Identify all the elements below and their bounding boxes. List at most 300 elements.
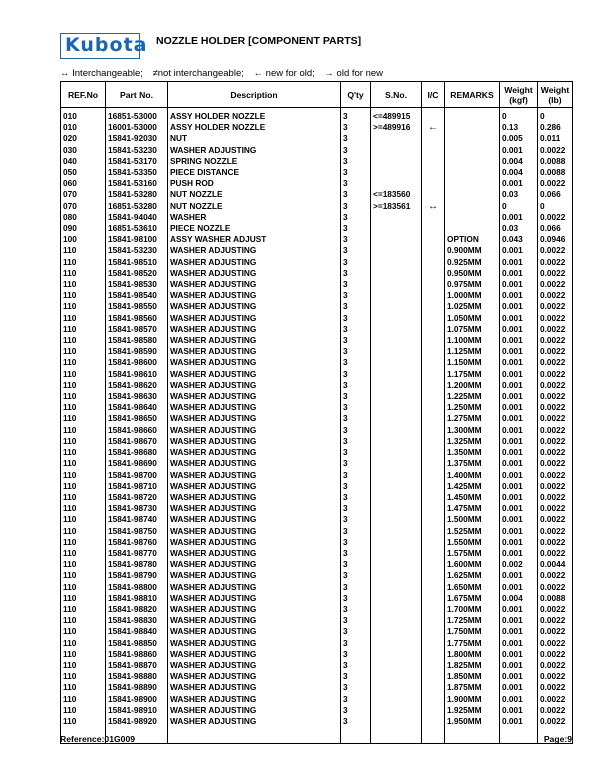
cell-qty: 3 [341,145,371,156]
cell-ref-no: 110 [61,357,106,368]
cell-qty: 3 [341,526,371,537]
table-row [61,156,573,167]
cell-serial-no [371,638,422,649]
cell-serial-no [371,626,422,637]
cell-ref-no: 110 [61,402,106,413]
cell-part-no: 15841-98860 [106,649,168,660]
cell-ic [422,526,445,537]
cell-weight-lb: 0.0044 [538,559,573,570]
col-qty: Q'ty [341,82,371,108]
table-row [61,436,573,447]
cell-qty: 3 [341,380,371,391]
table-row [61,257,573,268]
cell-qty: 3 [341,447,371,458]
cell-qty: 3 [341,234,371,245]
cell-serial-no [371,178,422,189]
cell-weight-lb: 0.0022 [538,447,573,458]
cell-remarks [445,145,500,156]
cell-ref-no: 110 [61,335,106,346]
col-description: Description [168,82,341,108]
cell-qty: 3 [341,201,371,212]
cell-part-no: 16851-53280 [106,201,168,212]
cell-part-no: 15841-53170 [106,156,168,167]
table-row [61,514,573,525]
cell-serial-no: >=489916 [371,122,422,133]
cell-weight-lb: 0.0022 [538,660,573,671]
cell-remarks [445,167,500,178]
table-row [61,615,573,626]
cell-weight-lb: 0.0022 [538,470,573,481]
cell-description: WASHER ADJUSTING [168,593,341,604]
cell-description: WASHER ADJUSTING [168,447,341,458]
cell-serial-no [371,559,422,570]
cell-ic [422,380,445,391]
col-ic: I/C [422,82,445,108]
cell-part-no: 15841-98610 [106,369,168,380]
cell-part-no: 15841-98570 [106,324,168,335]
cell-weight-kgf: 0.001 [500,458,538,469]
cell-part-no: 15841-98540 [106,290,168,301]
cell-ic [422,716,445,727]
cell-remarks: 1.350MM [445,447,500,458]
table-row [61,133,573,144]
table-row [61,380,573,391]
cell-qty: 3 [341,694,371,705]
cell-remarks [445,122,500,133]
cell-description: WASHER ADJUSTING [168,413,341,424]
cell-ic [422,705,445,716]
cell-remarks: 1.425MM [445,481,500,492]
cell-serial-no [371,268,422,279]
table-row [61,245,573,256]
cell-weight-kgf: 0.001 [500,391,538,402]
cell-description: WASHER ADJUSTING [168,470,341,481]
table-row [61,201,573,212]
cell-description: NUT [168,133,341,144]
cell-remarks: 1.800MM [445,649,500,660]
cell-ref-no: 110 [61,492,106,503]
cell-remarks: 0.925MM [445,257,500,268]
cell-qty: 3 [341,559,371,570]
cell-weight-lb: 0.0022 [538,245,573,256]
cell-part-no: 15841-98520 [106,268,168,279]
cell-description: WASHER ADJUSTING [168,705,341,716]
cell-serial-no [371,682,422,693]
cell-weight-kgf: 0.001 [500,290,538,301]
cell-remarks: 0.900MM [445,245,500,256]
cell-ic [422,212,445,223]
cell-serial-no [371,413,422,424]
cell-part-no: 15841-98620 [106,380,168,391]
cell-ic [422,570,445,581]
cell-qty: 3 [341,481,371,492]
cell-qty: 3 [341,716,371,727]
cell-serial-no [371,548,422,559]
cell-part-no: 16851-53610 [106,223,168,234]
cell-weight-kgf: 0.001 [500,694,538,705]
cell-weight-lb: 0.0022 [538,615,573,626]
cell-part-no: 15841-98590 [106,346,168,357]
cell-remarks: 1.275MM [445,413,500,424]
cell-ic [422,470,445,481]
table-row [61,458,573,469]
cell-qty: 3 [341,122,371,133]
cell-ic [422,335,445,346]
cell-weight-lb: 0.0022 [538,425,573,436]
cell-ref-no: 110 [61,716,106,727]
cell-ic [422,245,445,256]
cell-qty: 3 [341,649,371,660]
page-number: Page:9 [543,734,572,744]
cell-qty: 3 [341,324,371,335]
cell-remarks: 1.150MM [445,357,500,368]
cell-ref-no: 110 [61,391,106,402]
cell-remarks: 1.625MM [445,570,500,581]
cell-ref-no: 070 [61,201,106,212]
cell-ref-no: 110 [61,425,106,436]
cell-description: PUSH ROD [168,178,341,189]
cell-ic [422,458,445,469]
cell-serial-no [371,324,422,335]
cell-remarks: 1.375MM [445,458,500,469]
cell-description: SPRING NOZZLE [168,156,341,167]
cell-weight-kgf: 0.001 [500,346,538,357]
cell-ref-no: 110 [61,458,106,469]
cell-part-no: 15841-98690 [106,458,168,469]
cell-description: WASHER ADJUSTING [168,615,341,626]
table-row [61,638,573,649]
cell-ic [422,447,445,458]
cell-serial-no [371,458,422,469]
cell-part-no: 15841-92030 [106,133,168,144]
table-row [61,570,573,581]
cell-description: WASHER ADJUSTING [168,346,341,357]
cell-part-no: 15841-98720 [106,492,168,503]
table-row [61,548,573,559]
cell-serial-no [371,369,422,380]
cell-ref-no: 110 [61,268,106,279]
cell-weight-kgf: 0.001 [500,357,538,368]
table-spacer-row [61,727,573,744]
cell-weight-lb: 0.0022 [538,716,573,727]
cell-serial-no [371,649,422,660]
table-row [61,481,573,492]
cell-part-no: 15841-53230 [106,245,168,256]
cell-remarks: 1.200MM [445,380,500,391]
cell-remarks: 1.675MM [445,593,500,604]
cell-description: WASHER ADJUSTING [168,694,341,705]
cell-serial-no [371,447,422,458]
cell-serial-no [371,436,422,447]
cell-serial-no [371,492,422,503]
cell-description: WASHER ADJUSTING [168,582,341,593]
cell-ic [422,626,445,637]
table-row [61,346,573,357]
cell-qty: 3 [341,626,371,637]
cell-part-no: 16001-53000 [106,122,168,133]
table-row [61,470,573,481]
cell-weight-lb: 0.0022 [538,212,573,223]
cell-part-no: 15841-98740 [106,514,168,525]
cell-weight-lb: 0.0022 [538,638,573,649]
table-row [61,649,573,660]
cell-weight-kgf: 0.001 [500,257,538,268]
table-row [61,234,573,245]
cell-ref-no: 110 [61,470,106,481]
cell-description: WASHER ADJUSTING [168,559,341,570]
cell-description: WASHER ADJUSTING [168,481,341,492]
cell-ic [422,290,445,301]
cell-ic [422,257,445,268]
table-row [61,402,573,413]
cell-remarks: 1.025MM [445,301,500,312]
cell-weight-kgf: 0.001 [500,145,538,156]
cell-ref-no: 110 [61,380,106,391]
cell-description: WASHER ADJUSTING [168,357,341,368]
cell-serial-no [371,570,422,581]
spacer-cell [445,727,500,744]
cell-ref-no: 110 [61,369,106,380]
cell-ic: ↔ [422,201,445,212]
cell-remarks: 1.600MM [445,559,500,570]
cell-serial-no [371,671,422,682]
cell-part-no: 15841-98900 [106,694,168,705]
cell-remarks: 1.700MM [445,604,500,615]
cell-qty: 3 [341,346,371,357]
cell-ref-no: 070 [61,189,106,200]
table-row [61,290,573,301]
cell-ic [422,481,445,492]
cell-description: WASHER ADJUSTING [168,245,341,256]
cell-description: WASHER ADJUSTING [168,671,341,682]
cell-qty: 3 [341,178,371,189]
cell-description: NUT NOZZLE [168,189,341,200]
cell-serial-no [371,257,422,268]
cell-description: NUT NOZZLE [168,201,341,212]
cell-weight-lb: 0.0022 [538,324,573,335]
cell-qty: 3 [341,290,371,301]
cell-weight-lb: 0.0022 [538,671,573,682]
cell-weight-lb: 0.0022 [538,514,573,525]
cell-qty: 3 [341,189,371,200]
cell-weight-lb: 0.0022 [538,402,573,413]
cell-ic [422,682,445,693]
cell-qty: 3 [341,167,371,178]
cell-ic [422,436,445,447]
cell-ref-no: 110 [61,481,106,492]
cell-part-no: 15841-98530 [106,279,168,290]
cell-part-no: 15841-98640 [106,402,168,413]
cell-weight-kgf: 0.001 [500,660,538,671]
col-serial-no: S.No. [371,82,422,108]
cell-part-no: 15841-98890 [106,682,168,693]
cell-remarks [445,223,500,234]
table-row [61,212,573,223]
cell-ref-no: 110 [61,447,106,458]
cell-weight-kgf: 0.001 [500,447,538,458]
cell-ic: ← [422,122,445,133]
cell-ref-no: 110 [61,638,106,649]
table-row [61,391,573,402]
cell-ref-no: 110 [61,346,106,357]
cell-serial-no [371,245,422,256]
cell-weight-lb: 0.0022 [538,413,573,424]
table-row [61,413,573,424]
cell-remarks [445,178,500,189]
cell-remarks: 1.725MM [445,615,500,626]
cell-qty: 3 [341,548,371,559]
cell-remarks [445,201,500,212]
cell-description: WASHER ADJUSTING [168,436,341,447]
cell-serial-no: >=183561 [371,201,422,212]
cell-ic [422,324,445,335]
cell-weight-lb: 0.0022 [538,369,573,380]
cell-ref-no: 110 [61,245,106,256]
cell-ic [422,301,445,312]
cell-description: ASSY HOLDER NOZZLE [168,122,341,133]
cell-weight-kgf: 0.001 [500,649,538,660]
cell-weight-lb: 0.0022 [538,335,573,346]
spacer-cell [422,727,445,744]
cell-weight-lb: 0.0022 [538,582,573,593]
cell-description: WASHER ADJUSTING [168,335,341,346]
cell-description: WASHER ADJUSTING [168,503,341,514]
cell-serial-no [371,604,422,615]
cell-description: WASHER ADJUSTING [168,570,341,581]
cell-part-no: 15841-53160 [106,178,168,189]
cell-ref-no: 100 [61,234,106,245]
cell-part-no: 15841-98870 [106,660,168,671]
cell-serial-no [371,301,422,312]
cell-ref-no: 110 [61,503,106,514]
cell-part-no: 15841-98510 [106,257,168,268]
page-header [60,30,540,60]
cell-description: WASHER ADJUSTING [168,682,341,693]
cell-qty: 3 [341,108,371,123]
legend-not-interchangeable: ≠not interchangeable; [152,68,244,79]
col-remarks: REMARKS [445,82,500,108]
cell-description: WASHER ADJUSTING [168,391,341,402]
cell-weight-kgf: 0.001 [500,626,538,637]
cell-description: WASHER ADJUSTING [168,313,341,324]
cell-serial-no [371,167,422,178]
cell-ic [422,167,445,178]
table-row [61,503,573,514]
cell-serial-no [371,582,422,593]
cell-ic [422,548,445,559]
cell-part-no: 15841-98830 [106,615,168,626]
cell-ic [422,649,445,660]
cell-serial-no [371,694,422,705]
cell-ref-no: 110 [61,626,106,637]
cell-qty: 3 [341,156,371,167]
cell-remarks: 1.950MM [445,716,500,727]
cell-weight-lb: 0.0022 [538,649,573,660]
cell-ref-no: 110 [61,537,106,548]
cell-remarks [445,133,500,144]
cell-serial-no [371,279,422,290]
cell-weight-kgf: 0.001 [500,402,538,413]
cell-weight-lb: 0 [538,108,573,123]
cell-weight-kgf: 0.001 [500,570,538,581]
cell-weight-lb: 0.0022 [538,526,573,537]
cell-part-no: 15841-98840 [106,626,168,637]
table-row [61,682,573,693]
cell-ic [422,514,445,525]
table-row [61,425,573,436]
cell-weight-kgf: 0.001 [500,514,538,525]
cell-serial-no [371,425,422,436]
cell-weight-lb: 0.0022 [538,391,573,402]
cell-remarks: 1.400MM [445,470,500,481]
cell-qty: 3 [341,638,371,649]
cell-part-no: 15841-98560 [106,313,168,324]
cell-part-no: 15841-98770 [106,548,168,559]
cell-ref-no: 110 [61,570,106,581]
table-row [61,268,573,279]
cell-serial-no [371,716,422,727]
table-row [61,626,573,637]
cell-weight-kgf: 0.001 [500,380,538,391]
legend-old-for-new: → old for new [324,68,384,79]
cell-part-no: 15841-98780 [106,559,168,570]
cell-description: WASHER ADJUSTING [168,324,341,335]
cell-remarks [445,212,500,223]
cell-ref-no: 040 [61,156,106,167]
cell-weight-kgf: 0.004 [500,593,538,604]
cell-remarks: 1.050MM [445,313,500,324]
cell-serial-no [371,346,422,357]
cell-remarks [445,108,500,123]
cell-serial-no [371,357,422,368]
cell-qty: 3 [341,537,371,548]
cell-ref-no: 060 [61,178,106,189]
cell-remarks: 1.075MM [445,324,500,335]
cell-remarks: 0.950MM [445,268,500,279]
cell-description: WASHER ADJUSTING [168,526,341,537]
cell-weight-lb: 0.0022 [538,481,573,492]
cell-serial-no [371,705,422,716]
cell-weight-kgf: 0.001 [500,582,538,593]
cell-description: WASHER [168,212,341,223]
cell-ic [422,391,445,402]
cell-ic [422,369,445,380]
col-weight-kgf: Weight (kgf) [500,82,538,108]
cell-description: WASHER ADJUSTING [168,537,341,548]
cell-ic [422,559,445,570]
cell-ic [422,694,445,705]
cell-remarks: 1.575MM [445,548,500,559]
legend-interchangeable: ↔ Interchangeable; [60,68,143,79]
cell-weight-kgf: 0.03 [500,189,538,200]
cell-weight-kgf: 0.001 [500,481,538,492]
cell-serial-no [371,660,422,671]
cell-description: WASHER ADJUSTING [168,268,341,279]
cell-part-no: 15841-98680 [106,447,168,458]
table-row [61,582,573,593]
cell-qty: 3 [341,369,371,380]
cell-serial-no [371,470,422,481]
cell-ic [422,133,445,144]
cell-remarks: 1.550MM [445,537,500,548]
cell-weight-kgf: 0.001 [500,705,538,716]
cell-qty: 3 [341,357,371,368]
cell-qty: 3 [341,133,371,144]
cell-weight-lb: 0.011 [538,133,573,144]
cell-weight-kgf: 0.13 [500,122,538,133]
cell-qty: 3 [341,245,371,256]
cell-serial-no [371,145,422,156]
